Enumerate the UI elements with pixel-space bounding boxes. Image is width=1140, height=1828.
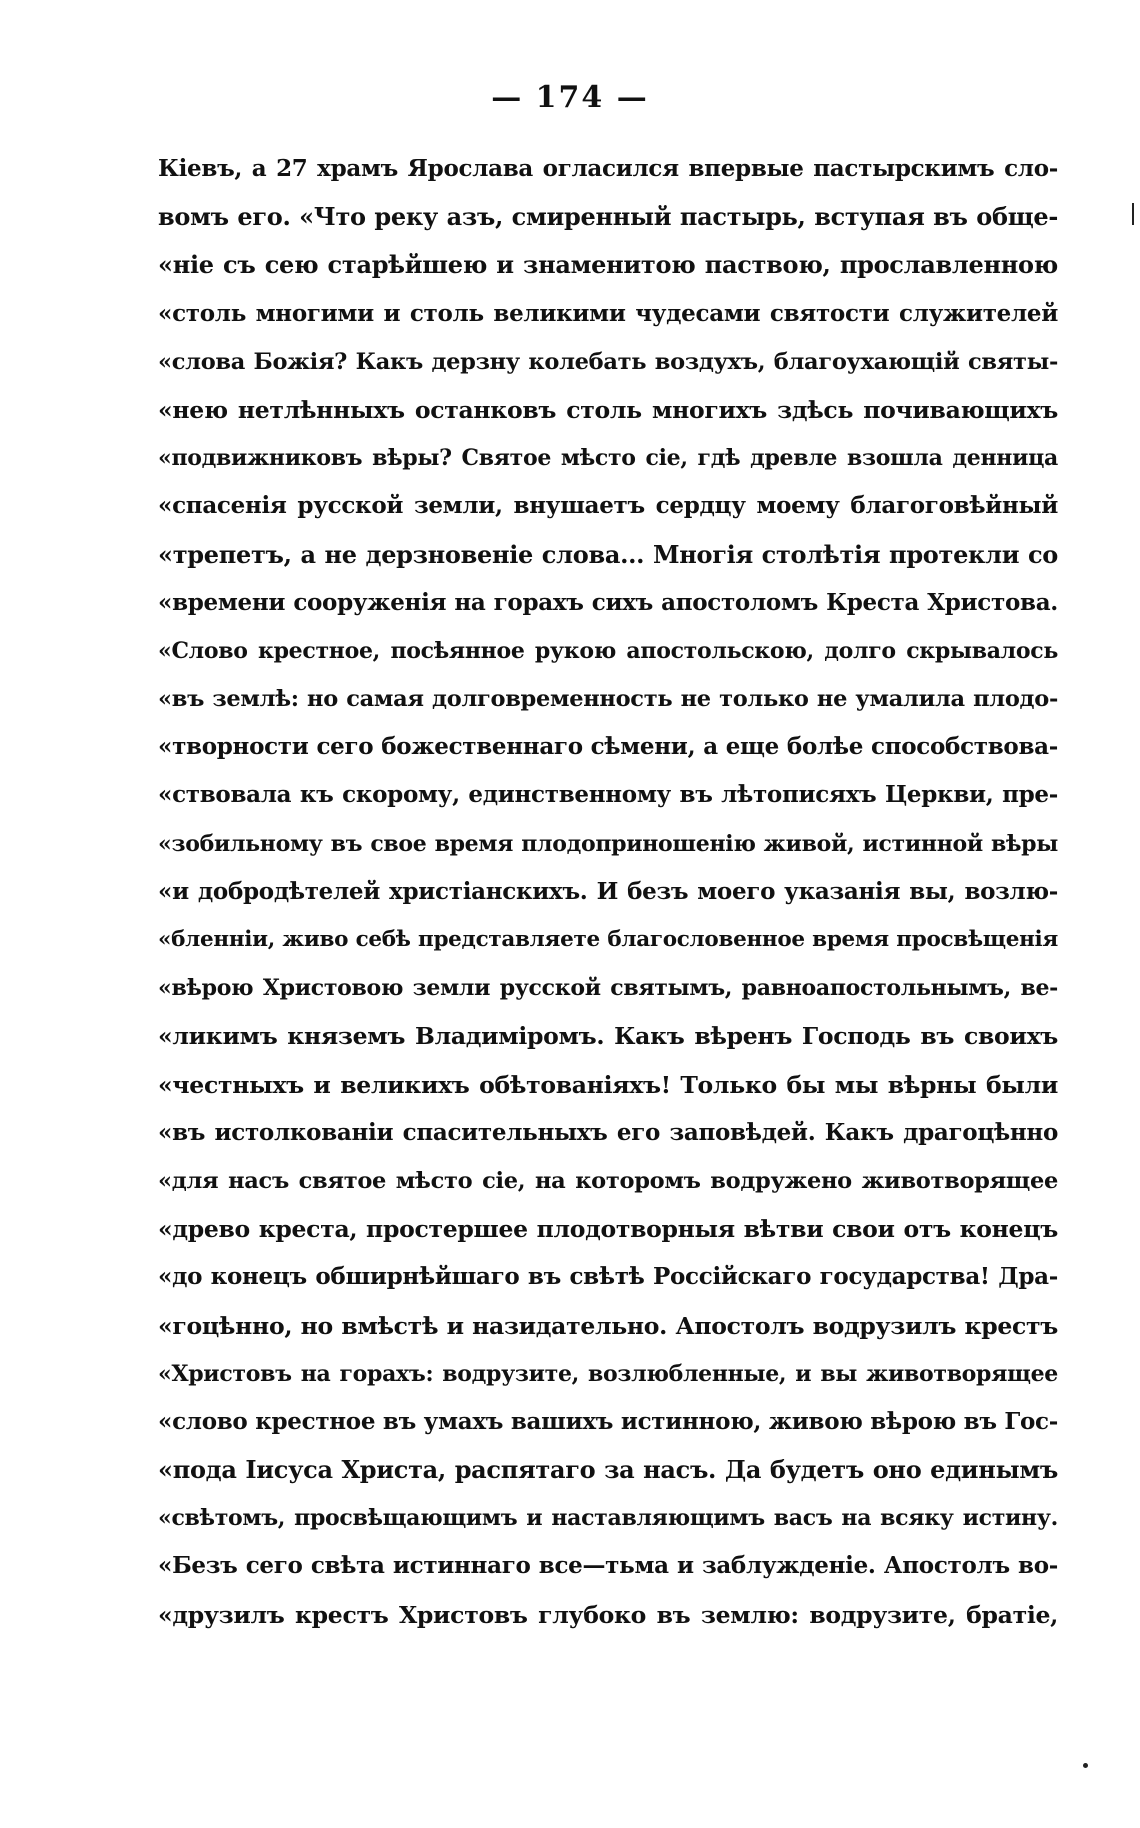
text-line: «свѣтомъ, просвѣщающимъ и наставляющимъ васъ на всяку истину. [158, 1505, 1058, 1532]
text-line: «бленнiи, живо себѣ представляете благословенное время просвѣщенiя [158, 927, 1058, 952]
body-text [158, 145, 1058, 1639]
text-line: «подвижниковъ вѣры? Святое мѣсто сiе, гдѣ древле взошла денница [158, 445, 1058, 472]
text-line: «пода Iисуса Христа, распятаго за насъ. Да будетъ оно единымъ [158, 1455, 1058, 1485]
text-line: «спасенiя русской земли, внушаетъ сердцу моему благоговѣйный [158, 492, 1058, 520]
text-line: «гоцѣнно, но вмѣстѣ и назидательно. Апостолъ водрузилъ крестъ [158, 1311, 1058, 1340]
text-line: «творности сего божественнаго сѣмени, а еще болѣе способствова- [158, 733, 1058, 761]
text-line: вомъ его. «Что реку азъ, смиренный пастырь, вступая въ обще- [158, 202, 1058, 232]
text-line: «слова Божiя? Какъ дерзну колебать воздухъ, благоухающiй святы- [158, 348, 1058, 375]
text-line: «зобильному въ свое время плодоприношенiю живой, истинной вѣры [158, 830, 1058, 857]
text-line: «друзилъ крестъ Христовъ глубоко въ землю: водрузите, братiе, [158, 1600, 1058, 1629]
text-line: «до конецъ обширнѣйшаго въ свѣтѣ Россiйскаго государства! Дра- [158, 1263, 1058, 1291]
text-line: «ликимъ княземъ Владимiромъ. Какъ вѣренъ Господь въ своихъ [158, 1022, 1058, 1051]
text-line: «Слово крестное, посѣянное рукою апостольскою, долго скрывалось [158, 637, 1058, 664]
text-line: «слово крестное въ умахъ вашихъ истинною, живою вѣрою въ Гос- [158, 1407, 1058, 1435]
scan-mark [1083, 1763, 1088, 1768]
text-line: «времени сооруженiя на горахъ сихъ апостоломъ Креста Христова. [158, 588, 1058, 616]
text-line: «въ истолкованiи спасительныхъ его заповѣдей. Какъ драгоцѣнно [158, 1118, 1058, 1146]
scan-mark [1132, 203, 1134, 225]
text-line: «въ землѣ: но самая долговременность не только не умалила плодо- [158, 686, 1058, 713]
text-line: «трепетъ, а не дерзновенiе слова... Многiя столѣтiя протекли со [158, 539, 1058, 569]
text-line: «столь многими и столь великими чудесами святости служителей [158, 299, 1058, 327]
text-line: «древо креста, простершее плодотворныя вѣтви свои отъ конецъ [158, 1215, 1058, 1244]
text-line: «вѣрою Христовою земли русской святымъ, равноапостольнымъ, ве- [158, 975, 1058, 1002]
text-line: «Безъ сего свѣта истиннаго все—тьма и заблужденiе. Апостолъ во- [158, 1552, 1058, 1580]
text-line: «нею нетлѣнныхъ останковъ столь многихъ здѣсь почивающихъ [158, 395, 1058, 424]
text-line: «и добродѣтелей христiанскихъ. И безъ моего указанiя вы, возлю- [158, 877, 1058, 905]
text-line: «для насъ святое мѣсто сiе, на которомъ водружено животворящее [158, 1167, 1058, 1194]
text-line: «Христовъ на горахъ: водрузите, возлюбленные, и вы животворящее [158, 1360, 1058, 1387]
text-line: «нiе съ сею старѣйшею и знаменитою паствою, прославленною [158, 250, 1058, 280]
text-line: Кiевъ, а 27 храмъ Ярослава огласился впервые пастырскимъ сло- [158, 155, 1058, 182]
page-number: — 174 — [491, 80, 649, 115]
text-line: «ствовала къ скорому, единственному въ лѣтописяхъ Церкви, пре- [158, 781, 1058, 809]
text-line: «честныхъ и великихъ обѣтованiяхъ! Только бы мы вѣрны были [158, 1070, 1058, 1099]
